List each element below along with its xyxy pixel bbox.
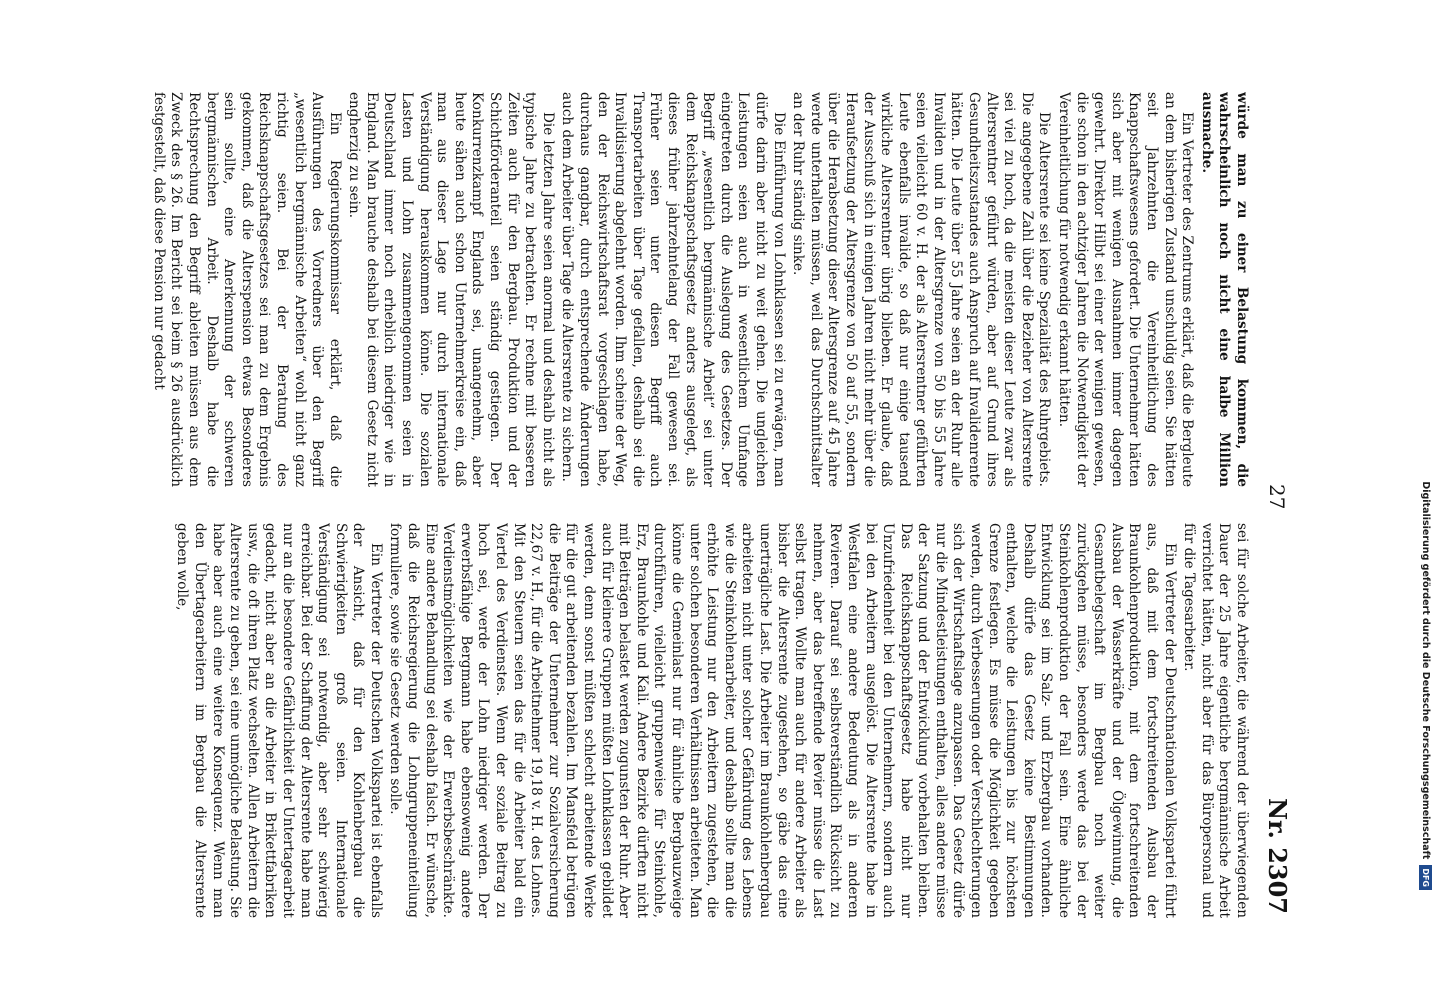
dfg-logo: DFG (1420, 865, 1433, 890)
right-paragraph-1: sei für solche Arbeiter, die während der überwiegenden Dauer der 25 Jahre eigentliche bergmännische Arbeit verrichtet hätten, nicht aber für das Büropersonal und für die Tagesarbeiter. (1181, 523, 1250, 918)
issue-number: Nr. 2307 (1263, 798, 1292, 914)
left-paragraph-3: Die Altersrente sei keine Spezialität des Ruhrgebiets. Die angegebene Zahl über die Bezieher von Altersrente sei viel zu hoch, da die meisten dieser Leute zwar als Altersrentner geführt würden, aber auf Grund ihres Gesundheitszustandes auch Anspruch auf Invalidenrente hätten. Die Leute über 55 Jahre seien an der Ruhr alle Invaliden und in der Altersgrenze von 50 bis 55 Jahre seien vielleicht 60 v. H. der als Altersrentner geführten Leute ebenfalls invalide, so daß nur einige tausend wirkliche Altersrentner übrig blieben. Er glaube, daß der Ausschuß sich in einigen Jahren nicht mehr über die Heraufsetzung der Altersgrenze von 50 auf 55, sondern über die Herabsetzung dieser Altersgrenze auf 45 Jahre werde unterhalten müssen, weil das Durchschnittsalter an der Ruhr ständig sinke. (790, 92, 1053, 487)
left-paragraph-2: Ein Vertreter des Zentrums erklärt, daß die Bergleute an dem bisherigen Zustand unschuldig seien. Sie hätten seit Jahrzehnten die Vereinheitlichung des Knappschaftswesens gefordert. Die Unternehmer hätten sich aber mit wenigen Ausnahmen immer dagegen gewehrt. Direktor Hilbt sei einer der wenigen gewesen, die schon in den achtziger Jahren die Notwendigkeit der Vereinheitlichung für notwendig erkannt hätten. (1056, 92, 1196, 487)
scanned-page (127, 92, 1292, 918)
text-columns (132, 92, 1250, 918)
left-paragraph-6: Ein Regierungskommissar erklärt, daß die Ausführungen des Vorredners über den Begriff „wesentlich bergmännische Arbeiten“ wohl nicht ganz richtig seien. Bei der Beratung des Reichsknappschaftsgesetzes sei man zu dem Ergebnis gekommen, daß die Alterspension etwas Besonderes sein sollte, eine Anerkennung der schweren bergmännischen Arbeit. Deshalb habe die Rechtsprechung den Begriff ableiten müssen aus dem Zweck des § 26. Im Bericht sei beim § 26 ausdrücklich festgestellt, daß diese Pension nur gedacht (150, 92, 343, 487)
right-column (132, 523, 1250, 918)
right-paragraph-3: Ein Vertreter der Deutschen Volkspartei ist ebenfalls der Ansicht, daß für den Kohlenbergbau die Schwierigkeiten groß seien. Internationale Verständigung sei notwendig, aber sehr schwierig erreichbar. Bei der Schaffung der Altersrente habe man nur an die besondere Gefährlichkeit der Untertagearbeit gedacht, nicht aber an die Arbeiter in Brikettfabriken usw., die oft ihren Platz wechselten. Allen Arbeitern die Altersrente zu geben, sei eine unmögliche Belastung. Sie habe aber auch eine weitere Konsequenz. Wenn man den Übertagearbeitern im Bergbau die Altersrente geben wolle, (174, 523, 384, 918)
page-number: 27 (1265, 484, 1289, 510)
right-paragraph-2: Ein Vertreter der Deutschnationalen Volkspartei führt aus, daß mit dem fortschreitenden Ausbau der Braunkohlenproduktion, mit dem fortschreitenden Ausbau der Wasserkräfte und der Ölgewinnung, die Gesamtbelegschaft im Bergbau noch weiter zurückgehen müsse, besonders werde das bei der Steinkohlenproduktion der Fall sein. Eine ähnliche Entwicklung sei im Salz- und Erzbergbau vorhanden. Deshalb dürfe das Gesetz keine Bestimmungen enthalten, welche die Leistungen bis zur höchsten Grenze festlegen. Es müsse die Möglichkeit gegeben werden, durch Verbesserungen oder Verschlechterungen sich der Wirtschaftslage anzupassen. Das Gesetz dürfe nur die Mindestleistungen enthalten, alles andere müsse der Satzung und der Entwicklung vorbehalten bleiben. Das Reichsknappschaftsgesetz habe nicht nur Unzufriedenheit bei den Unternehmern, sondern auch bei den Arbeitern ausgelöst. Die Altersrente habe in Westfalen eine andere Bedeutung als in anderen Revieren. Darauf sei selbstverständlich Rücksicht zu nehmen, aber das betreffende Revier müsse die Last selbst tragen. Wollte man auch für andere Arbeiter als bisher die Altersrente zugestehen, so gäbe das eine unerträgliche Last. Die Arbeiter im Braunkohlenbergbau arbeiteten nicht unter solcher Gefährdung des Lebens wie die Steinkohlenarbeiter, und deshalb sollte man die erhöhte Leistung nur den Arbeitern zugestehen, die unter solchen besonderen Verhältnissen arbeiteten. Man könne die Gemeinlast nur für ähnliche Bergbauzweige durchführen, vielleicht gruppenweise für Steinkohle, Erz, Braunkohle und Kali. Andere Bezirke dürften nicht mit Beiträgen belastet werden zugunsten der Ruhr. Aber auch für kleinere Gruppen müßten Lohnklassen gebildet werden, denn sonst müßten schlecht arbeitende Werke für die gut arbeitenden bezahlen. Im Mansfeld betrügen die Beiträge der Unternehmer zur Sozialversicherung 22,67 v. H., für die Arbeitnehmer 19,18 v. H. des Lohnes. Mit den Steuern seien das für die Arbeiter bald ein Viertel des Verdienstes. Wenn der soziale Beitrag zu hoch sei, werde der Lohn niedriger werden. Der erwerbsfähige Bergmann habe ebensowenig andere Verdienstmöglichkeiten wie der Erwerbsbeschränkte. Eine andere Behandlung sei deshalb falsch. Er wünsche, daß die Reichsregierung die Lohngruppeneinteilung formuliere, sowie sie Gesetz werden solle. (387, 523, 1178, 918)
left-paragraph-4: Die Einführung von Lohnklassen sei zu erwägen, man dürfe darin aber nicht zu weit gehen. Die ungleichen Leistungen seien auch in wesentlichem Umfange eingetreten durch die Auslegung des Gesetzes. Der Begriff „wesentlich bergmännische Arbeit“ sei unter dem Reichsknappschaftsgesetz anders ausgelegt, als dieses früher jahrzehntelang der Fall gewesen sei. Früher seien unter diesen Begriff auch Transportarbeiten über Tage gefallen, deshalb sei die Invalidisierung abgelehnt worden. Ihm scheine der Weg, den der Reichswirtschaftsrat vorgeschlagen habe, durchaus gangbar, durch entsprechende Änderungen auch dem Arbeiter über Tage die Altersrente zu sichern. (559, 92, 787, 487)
page-header (1258, 92, 1292, 918)
left-paragraph-5: Die letzten Jahre seien anormal und deshalb nicht als typische Jahre zu betrachten. Er rechne mit besseren Zeiten auch für den Bergbau. Produktion und der Schichtförderanteil seien ständig gestiegen. Der Konkurrenzkampf Englands sei, unangenehm, aber heute sähen auch schon Unternehmerkreise ein, daß man aus dieser Lage nur durch internationale Verständigung herauskommen könne. Die sozialen Lasten und Lohn zusammengenommen seien in Deutschland immer noch erheblich niedriger wie in England. Man brauche deshalb bei diesem Gesetz nicht engherzig zu sein. (346, 92, 556, 487)
digitization-credit (1419, 10, 1433, 890)
digitization-note: Digitalisierung gefördert durch die Deutsche Forschungsgemeinschaft (1420, 481, 1432, 860)
left-column (132, 92, 1250, 487)
left-paragraph-1: würde man zu einer Belastung kommen, die wahrscheinlich noch nicht eine halbe Million ausmache. (1198, 92, 1250, 487)
